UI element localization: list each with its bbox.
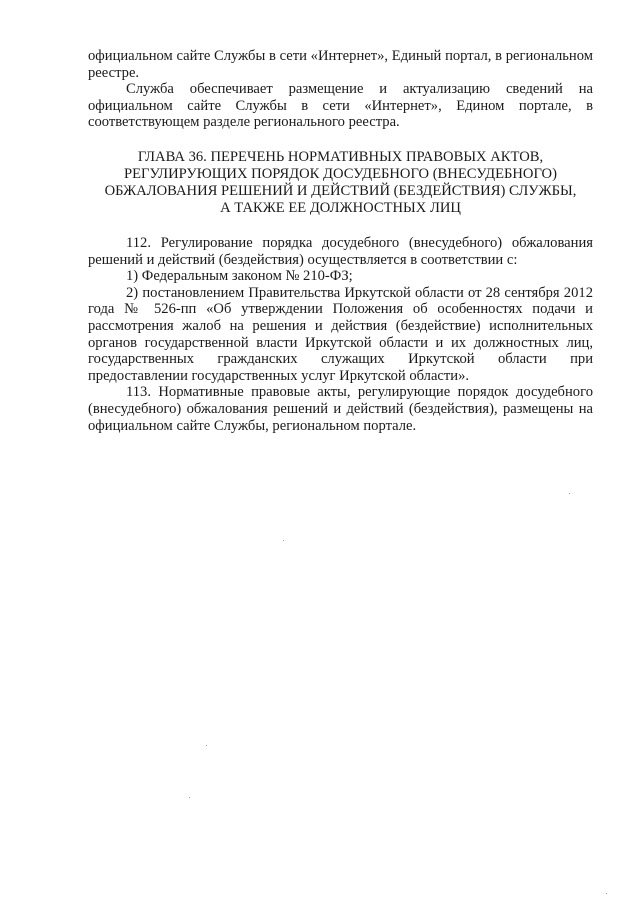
chapter-heading-line: РЕГУЛИРУЮЩИХ ПОРЯДОК ДОСУДЕБНОГО (ВНЕСУДЕБНОГО) — [124, 165, 557, 182]
chapter-heading-line: ГЛАВА 36. ПЕРЕЧЕНЬ НОРМАТИВНЫХ ПРАВОВЫХ АКТОВ, — [137, 148, 544, 165]
chapter-heading — [88, 149, 593, 217]
scan-speck — [606, 893, 607, 894]
paragraph-113: 113. Нормативные правовые акты, регулирующие порядок досудебного (внесудебного) обжалования решений и действий (бездействия), размещены на официальном сайте Службы, региональном портале. — [88, 384, 593, 434]
chapter-heading-line: ОБЖАЛОВАНИЯ РЕШЕНИЙ И ДЕЙСТВИЙ (БЕЗДЕЙСТВИЯ) СЛУЖБЫ, — [104, 182, 577, 199]
intro-paragraph-service: Служба обеспечивает размещение и актуализацию сведений на официальном сайте Службы в сети «Интернет», Едином портале, в соответствующем разделе регионального реестра. — [88, 81, 593, 131]
paragraph-112: 112. Регулирование порядка досудебного (внесудебного) обжалования решений и действий (бездействия) осуществляется в соответствии с: — [88, 234, 593, 268]
document-text — [88, 48, 593, 434]
scan-speck — [283, 540, 284, 541]
scan-speck — [569, 493, 570, 494]
scan-speck — [206, 745, 207, 746]
intro-paragraph-continuation: официальном сайте Службы в сети «Интернет», Единый портал, в региональном реестре. — [88, 48, 593, 81]
scan-speck — [189, 797, 190, 798]
chapter-heading-line: А ТАКЖЕ ЕЕ ДОЛЖНОСТНЫХ ЛИЦ — [220, 199, 461, 216]
list-item-federal-law: 1) Федеральным законом № 210-ФЗ; — [126, 268, 353, 285]
list-item-government-resolution: 2) постановлением Правительства Иркутской области от 28 сентября 2012 года № 526-пп «Об утверждении Положения об особенностях подачи и рассмотрения жалоб на решения и действия (бездействие) исполнительных органов государственной власти Иркутской области и их должностных лиц, государственных гражданских служащих Иркутской области при предоставлении государственных услуг Иркутской области». — [88, 284, 593, 384]
